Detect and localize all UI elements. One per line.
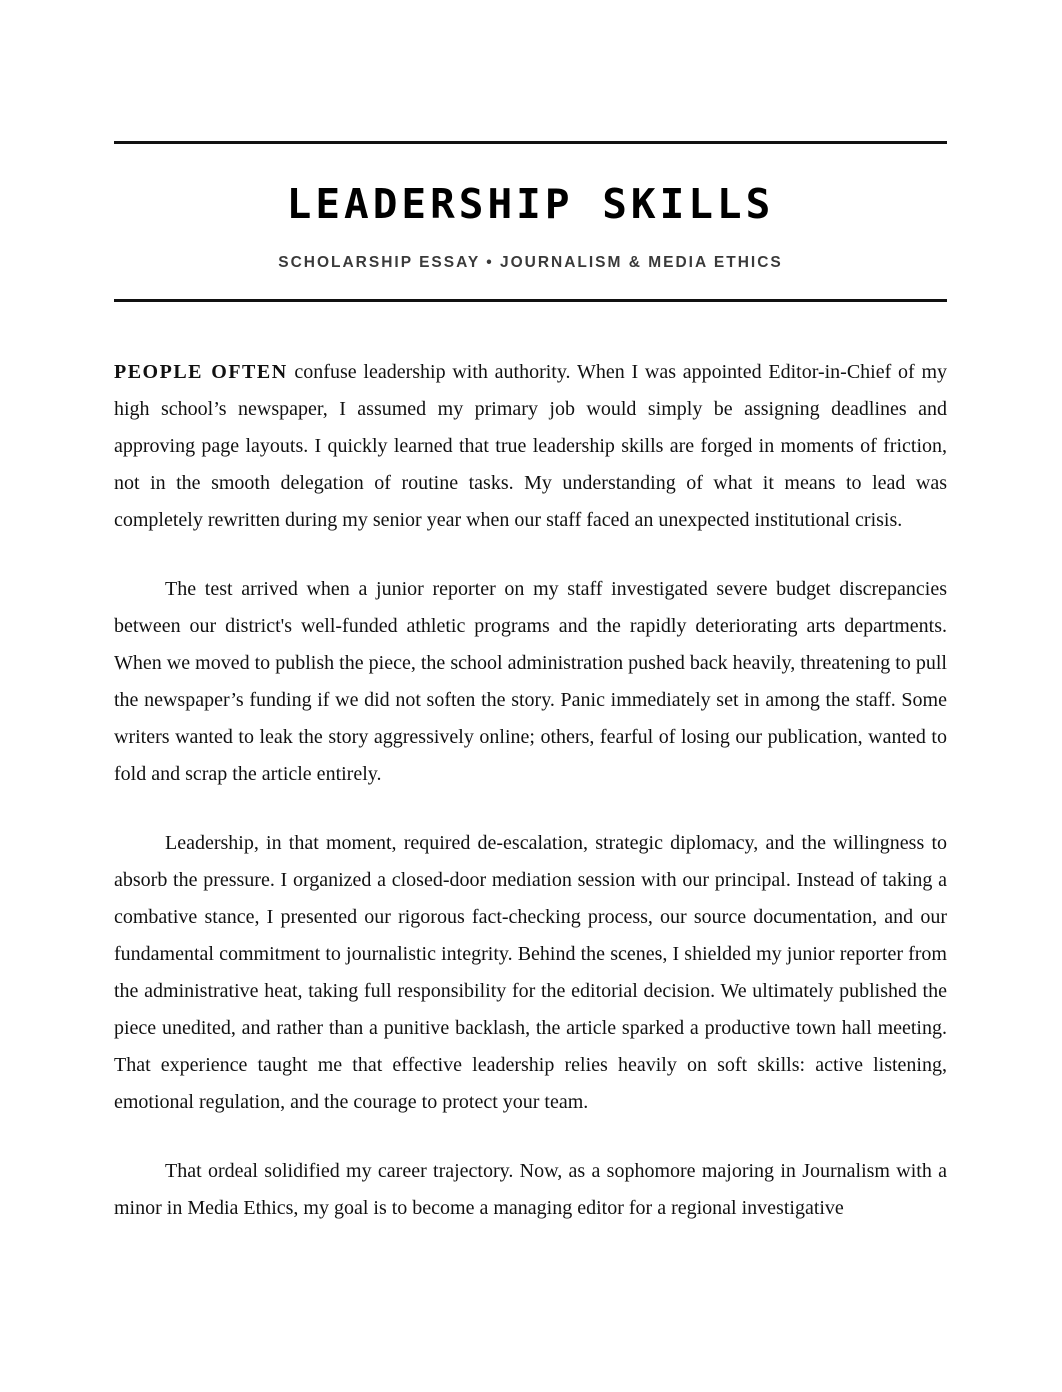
header-bottom-rule bbox=[114, 299, 947, 302]
essay-subtitle: SCHOLARSHIP ESSAY • JOURNALISM & MEDIA ETHICS bbox=[278, 254, 783, 271]
essay-paragraph-1-text: confuse leadership with authority. When I was appointed Editor-in-Chief of my high school’s newspaper, I assumed my primary job would simply be assigning deadlines and approving page layouts. I quickly learned that true leadership skills are forged in moments of friction, not in the smooth delegation of routine tasks. My understanding of what it means to lead was completely rewritten during my senior year when our staff faced an unexpected institutional crisis. bbox=[114, 361, 947, 531]
essay-paragraph-1 bbox=[114, 354, 947, 539]
essay-lead-in: PEOPLE OFTEN bbox=[114, 361, 288, 383]
essay-page bbox=[114, 0, 947, 1259]
essay-paragraph-4: That ordeal solidified my career trajectory. Now, as a sophomore majoring in Journalism with a minor in Media Ethics, my goal is to become a managing editor for a regional investigative bbox=[114, 1160, 947, 1219]
essay-title: LEADERSHIP SKILLS bbox=[286, 180, 775, 228]
essay-paragraph-2: The test arrived when a junior reporter on my staff investigated severe budget discrepancies between our district's well-funded athletic programs and the rapidly deteriorating arts departments. When we moved to publish the piece, the school administration pushed back heavily, threatening to pull the newspaper’s funding if we did not soften the story. Panic immediately set in among the staff. Some writers wanted to leak the story aggressively online; others, fearful of losing our publication, wanted to fold and scrap the article entirely. bbox=[114, 578, 947, 785]
essay-body bbox=[114, 354, 947, 1227]
essay-paragraph-3: Leadership, in that moment, required de-escalation, strategic diplomacy, and the willingness to absorb the pressure. I organized a closed-door mediation session with our principal. Instead of taking a combative stance, I presented our rigorous fact-checking process, our source documentation, and our fundamental commitment to journalistic integrity. Behind the scenes, I shielded my junior reporter from the administrative heat, taking full responsibility for the editorial decision. We ultimately published the piece unedited, and rather than a punitive backlash, the article sparked a productive town hall meeting. That experience taught me that effective leadership relies heavily on soft skills: active listening, emotional regulation, and the courage to protect your team. bbox=[114, 832, 947, 1113]
header-top-rule bbox=[114, 141, 947, 144]
